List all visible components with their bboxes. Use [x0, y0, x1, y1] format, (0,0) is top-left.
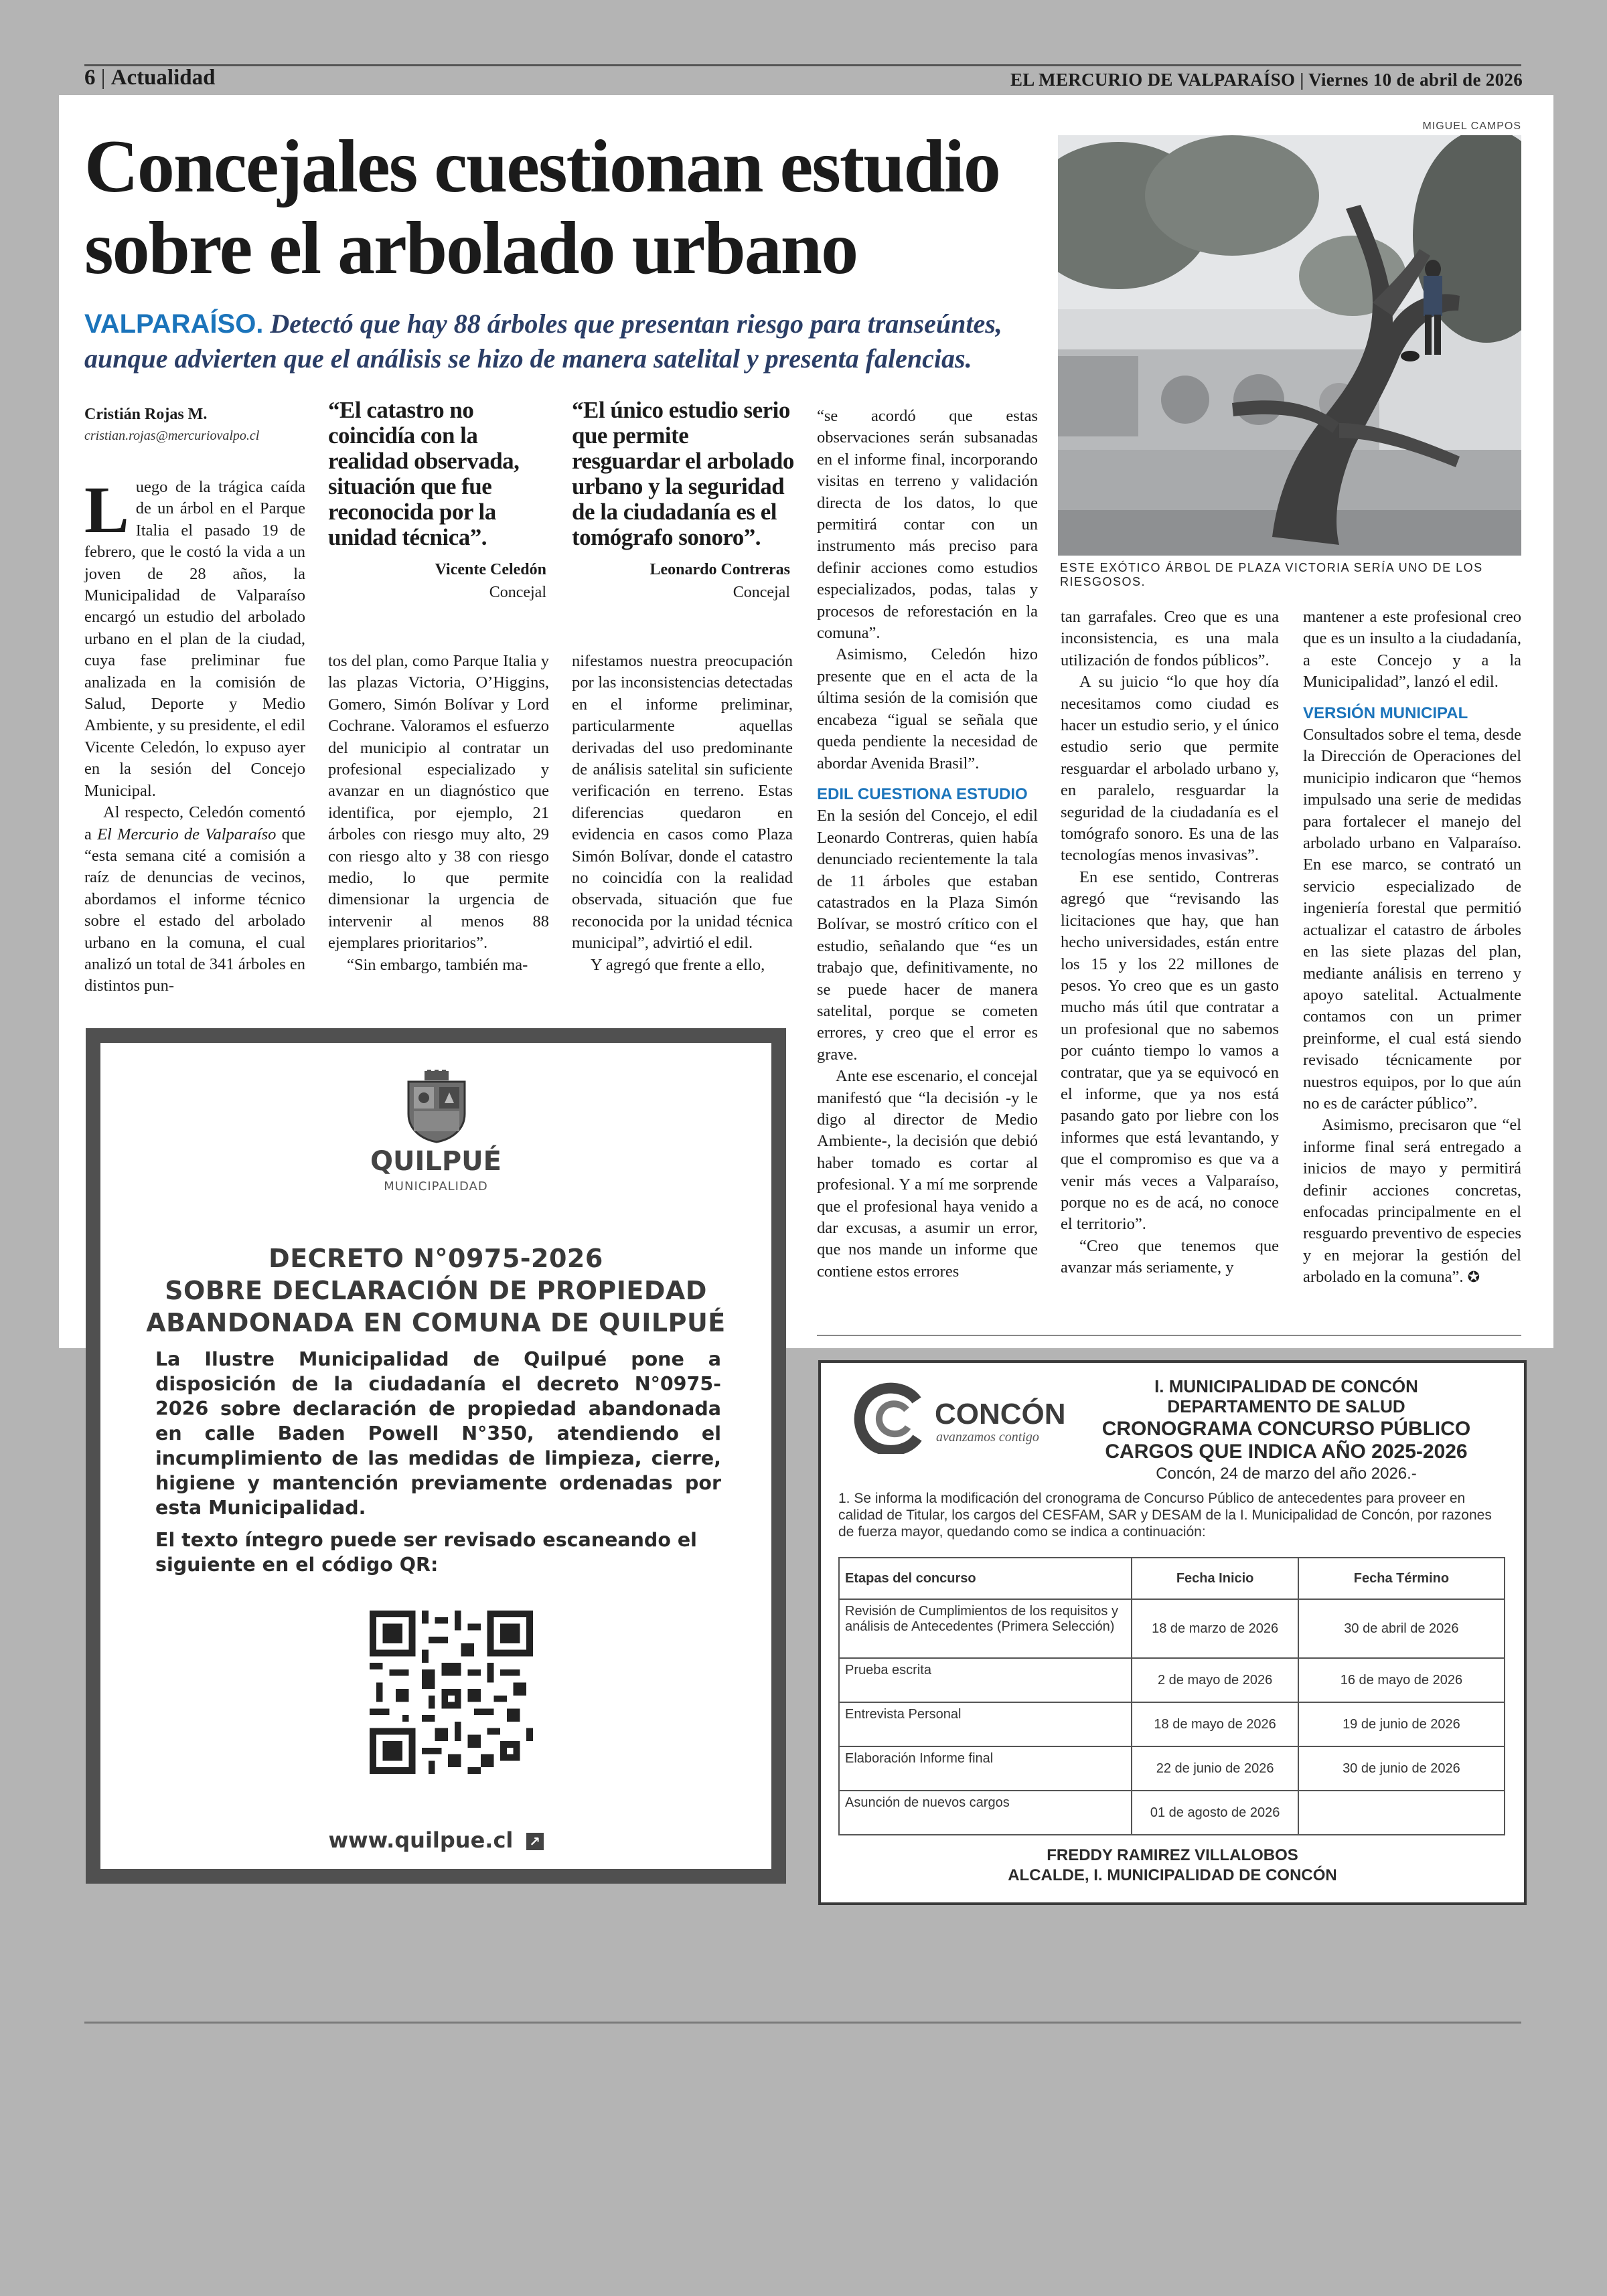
article-paragraph: En la sesión del Concejo, el edil Leonardo Contreras, quien había denunciado recientemente la tala de 11 árboles que estaban catastrados en la Plaza Simón Bolívar, se mostró crítico con el estudio, señalando que “es un trabajo que, definitivamente, no se puede hacer de manera satelital, porque se cometen errores, y creo que el error es grave. — [817, 807, 1038, 1064]
start-date-cell: 01 de agosto de 2026 — [1132, 1791, 1298, 1835]
article-column-5 — [1061, 606, 1279, 1279]
subhead-version-municipal: VERSIÓN MUNICIPAL — [1303, 704, 1468, 722]
top-rule — [84, 64, 1521, 66]
stage-cell: Revisión de Cumplimientos de los requisitos y análisis de Antecedentes (Primera Selección) — [839, 1599, 1132, 1658]
article-paragraph: A su juicio “lo que hoy día necesitamos como ciudad es hacer un estudio serio, y el único estudio serio que permite resguardar el arbolado urbano y, en paralelo, resguardar la seguridad de la ciudadanía es el tomógrafo sonoro. Es una de las tecnologías menos invasivas”. — [1061, 673, 1279, 865]
decree-title — [100, 1242, 771, 1339]
subhead-edil: EDIL CUESTIONA ESTUDIO — [817, 785, 1028, 803]
byline-name: Cristián Rojas M. — [84, 406, 208, 423]
table-header-row — [839, 1558, 1505, 1599]
concon-title-line-3: CRONOGRAMA CONCURSO PÚBLICO — [1101, 1418, 1471, 1440]
article-column-4 — [817, 406, 1038, 1283]
end-date-cell — [1298, 1791, 1505, 1835]
quilpue-coat-of-arms-icon — [404, 1070, 469, 1143]
table-header-cell: Fecha Término — [1298, 1558, 1505, 1599]
signature-name: FREDDY RAMIREZ VILLALOBOS — [1047, 1846, 1298, 1864]
section-name: Actualidad — [110, 66, 216, 90]
external-link-icon: ↗ — [526, 1833, 544, 1850]
dek-text: Detectó que hay 88 árboles que presentan riesgo para transeúntes, aunque advierten que el análisis se hizo de manera satelital y presenta falencias. — [84, 309, 1002, 374]
signature-title: ALCALDE, I. MUNICIPALIDAD DE CONCÓN — [1008, 1866, 1337, 1884]
folio-divider: | — [100, 66, 111, 90]
article-paragraph: Consultados sobre el tema, desde la Dirección de Operaciones del municipio indicaron que “hemos impulsado una serie de medidas para fortalecer el manejo del arbolado urbano en Valparaíso. En ese marco, se contrató un servicio especializado de ingeniería forestal que permitió actualizar el catastro de árboles en las siete plazas del plan, mediante análisis en terreno y apoyo satelital. Actualmente contamos con un primer preinforme, el cual está siendo revisado técnicamente por nuestros equipos, por lo que aún no es de carácter público”. — [1303, 726, 1521, 1113]
end-date-cell: 30 de junio de 2026 — [1298, 1746, 1505, 1791]
masthead: EL MERCURIO DE VALPARAÍSO | Viernes 10 de abril de 2026 — [1010, 70, 1523, 90]
paragraph-text: Al respecto, Celedón comentó a — [84, 803, 305, 843]
stage-cell: Asunción de nuevos cargos — [839, 1791, 1132, 1835]
stage-cell: Entrevista Personal — [839, 1702, 1132, 1746]
end-date-cell: 30 de abril de 2026 — [1298, 1599, 1505, 1658]
headline-line-1: Concejales cuestionan estudio — [84, 125, 1000, 208]
decree-title-line-2: SOBRE DECLARACIÓN DE PROPIEDAD — [165, 1276, 707, 1305]
pull-quote-1: “El catastro no coincidía con la realidad observada, situación que fue reconocida por la unidad técnica”. — [328, 397, 520, 550]
decree-title-line-1: DECRETO N°0975-2026 — [269, 1244, 603, 1273]
end-date-cell: 19 de junio de 2026 — [1298, 1702, 1505, 1746]
bottom-rule — [84, 2022, 1521, 2024]
decree-title-line-3: ABANDONADA EN COMUNA DE QUILPUÉ — [146, 1308, 726, 1337]
article-column-1 — [84, 473, 306, 997]
article-paragraph — [84, 802, 305, 997]
end-mark: ✪ — [1467, 1268, 1480, 1286]
quilpue-ad-body: La Ilustre Municipalidad de Quilpué pone a disposición de la ciudadanía el decreto N°0975-2026 sobre declaración de propiedad abandonada en calle Baden Powell N°350, atendiendo el incumplimiento de las medidas de limpieza, cierre, higiene y mantención previamente ordenadas por esta Municipalidad. — [155, 1348, 721, 1519]
concon-logo-tagline: avanzamos contigo — [936, 1430, 1039, 1445]
article-paragraph: “Creo que tenemos que avanzar más seriamente, y — [1061, 1236, 1279, 1277]
pull-quote-1-name: Vicente Celedón — [435, 561, 546, 578]
tree-photo-illustration — [1058, 135, 1521, 556]
byline-email: cristian.rojas@mercuriovalpo.cl — [84, 428, 260, 443]
quilpue-logo-sub: MUNICIPALIDAD — [384, 1179, 488, 1194]
concon-title-line-4: CARGOS QUE INDICA AÑO 2025-2026 — [1105, 1441, 1468, 1463]
qr-code[interactable] — [370, 1611, 533, 1774]
paragraph-text: uego de la trágica caída de un árbol en el Parque Italia el pasado 19 de febrero, que le costó la vida a un joven de 28 años, la Municipalidad de Valparaíso encargó un estudio del arbolado urbano en el plan de la ciudad, cuya fase preliminar fue analizada en la comisión de Salud, Deporte y Medio Ambiente, y su presidente, el edil Vicente Celedón, lo expuso ayer en la sesión del Concejo Municipal. — [84, 478, 305, 800]
article-paragraph: “Sin embargo, también ma- — [347, 955, 528, 974]
article-paragraph — [84, 473, 305, 802]
article-paragraph: tan garrafales. Creo que es una inconsistencia, es una mala utilización de fondos públicos”. — [1061, 608, 1279, 669]
concon-advertisement — [818, 1360, 1527, 1905]
article-paragraph: En ese sentido, Contreras agregó que “revisando las licitaciones que hay, que han hecho universidades, están entre los 15 y los 22 millones de pesos. Yo creo que es un gasto mucho más útil que contratar a un profesional que no sabemos por cuánto tiempo lo vamos a contratar, que ya se equivocó en el informe, que ya nos está pasando gato por liebre con los informes que está levantando, y que el compromiso es que va a venir más veces a Valparaíso, porque no es de acá, no conoce el territorio”. — [1061, 868, 1279, 1234]
headline-line-2: sobre el arbolado urbano — [84, 207, 858, 290]
concon-date-line: Concón, 24 de marzo del año 2026.- — [1156, 1465, 1417, 1483]
article-paragraph — [1303, 1115, 1521, 1288]
table-row — [839, 1702, 1505, 1746]
table-header-cell: Fecha Inicio — [1132, 1558, 1298, 1599]
article-paragraph: tos del plan, como Parque Italia y las plazas Victoria, O’Higgins, Gomero, Simón Bolívar y Lord Cochrane. Valoramos el esfuerzo del municipio al contratar un profesional especializado y avanzar en un diagnóstico que identifica, por ejemplo, 21 árboles con riesgo muy alto, 29 con riesgo alto y 38 con riesgo medio, lo que permite dimensionar la urgencia de intervenir al menos 88 ejemplares prioritarios”. — [328, 652, 549, 953]
stage-cell: Elaboración Informe final — [839, 1746, 1132, 1791]
page-number: 6 — [84, 66, 96, 90]
quilpue-ad-content — [100, 1043, 771, 1869]
article-paragraph: mantener a este profesional creo que es un insulto a la ciudadanía, a este Concejo y a la Municipalidad”, lanzó el edil. — [1303, 608, 1521, 691]
start-date-cell: 2 de mayo de 2026 — [1132, 1658, 1298, 1702]
headline — [84, 126, 1042, 289]
schedule-table — [838, 1557, 1505, 1835]
pull-quote-2: “El único estudio serio que permite resguardar el arbolado urbano y la seguridad de la ciudadanía es el tomógrafo sonoro”. — [572, 397, 794, 550]
article-paragraph: nifestamos nuestra preocupación por las inconsistencias detectadas en el informe preliminar, particularmente aquellas derivadas del uso predominante de análisis satelital sin suficiente verificación en terreno. Estas diferencias quedaron en evidencia en casos como Plaza Simón Bolívar, donde el catastro no coincidía con la realidad observada, situación que fue reconocida por la unidad técnica municipal”, advirtió el edil. — [572, 652, 793, 953]
article-paragraph: “se acordó que estas observaciones serán subsanadas en el informe final, incorporando visitas en terreno y validación directa de los datos, lo que permitirá contar con un instrumento más preciso para definir acciones como estudios especializados, podas, talas y procesos de reforestación en la comuna”. — [817, 407, 1038, 643]
quilpue-ad-qr-instructions: El texto íntegro puede ser revisado escaneando el siguiente en el código QR: — [155, 1529, 697, 1576]
concon-intro-text: 1. Se informa la modificación del cronograma de Concurso Público de antecedentes para proveer en calidad de Titular, los cargos del CESFAM, SAR y DESAM de la I. Municipalidad de Concón, por razones de fuerza mayor, quedando como se indica a continuación: — [838, 1491, 1492, 1540]
page-folio — [84, 66, 215, 90]
dek-place: VALPARAÍSO. — [84, 309, 264, 339]
quilpue-website-link[interactable] — [100, 1827, 771, 1853]
newspaper-name: El Mercurio de Valparaíso — [97, 825, 277, 843]
stage-cell: Prueba escrita — [839, 1658, 1132, 1702]
concon-logo-icon — [853, 1380, 927, 1454]
article-paragraph: Asimismo, Celedón hizo presente que en el acta de la última sesión de la comisión que encabeza “igual se señala que queda pendiente la necesidad de abordar Avenida Brasil”. — [817, 645, 1038, 772]
quilpue-advertisement — [86, 1028, 786, 1884]
pull-quote-2-name: Leonardo Contreras — [649, 561, 790, 578]
quilpue-logo-name: QUILPUÉ — [370, 1146, 502, 1177]
article-column-3 — [572, 651, 793, 976]
start-date-cell: 18 de marzo de 2026 — [1132, 1599, 1298, 1658]
start-date-cell: 22 de junio de 2026 — [1132, 1746, 1298, 1791]
section-rule — [817, 1335, 1521, 1336]
concon-title-line-1: I. MUNICIPALIDAD DE CONCÓN — [1154, 1376, 1418, 1396]
table-row — [839, 1791, 1505, 1835]
article-photo — [1058, 135, 1521, 556]
article-paragraph: Y agregó que frente a ello, — [591, 955, 765, 974]
table-header-cell: Etapas del concurso — [839, 1558, 1132, 1599]
concon-title-line-2: DEPARTAMENTO DE SALUD — [1167, 1396, 1405, 1416]
photo-caption: ESTE EXÓTICO ÁRBOL DE PLAZA VICTORIA SERÍA UNO DE LOS RIESGOSOS. — [1060, 561, 1483, 588]
end-date-cell: 16 de mayo de 2026 — [1298, 1658, 1505, 1702]
concon-logo-name: CONCÓN — [935, 1398, 1066, 1430]
pull-quote-1-role: Concejal — [489, 584, 546, 601]
drop-cap: L — [84, 473, 129, 547]
article-column-2 — [328, 651, 549, 976]
paragraph-text: Asimismo, precisaron que “el informe final será entregado a inicios de mayo y permitirá definir acciones concretas, enfocadas principalmente en el resguardo preventivo de especies y en mejorar la gestión del arbolado en la comuna”. — [1303, 1116, 1521, 1287]
start-date-cell: 18 de mayo de 2026 — [1132, 1702, 1298, 1746]
paragraph-text: que “esta semana cité a comisión a raíz de denuncias de vecinos, abordamos el informe técnico sobre el estado del arbolado urbano en la comuna, el cual analizó un total de 341 árboles en distintos pun- — [84, 825, 306, 995]
website-text[interactable]: www.quilpue.cl — [328, 1827, 514, 1853]
table-row — [839, 1746, 1505, 1791]
article-paragraph: Ante ese escenario, el concejal manifestó que “la decisión -y le digo al director de Medio Ambiente-, la decisión que debió haber tomado es cortar al profesional. Y a mí me sorprende que el profesional haya venido a dar excusas, a asumir un error, que nos mande un informe que contiene estos errores — [817, 1067, 1038, 1281]
photo-credit: MIGUEL CAMPOS — [1422, 120, 1521, 132]
table-row — [839, 1599, 1505, 1658]
article-column-6 — [1303, 606, 1521, 1289]
pull-quote-2-role: Concejal — [733, 584, 790, 601]
dek — [84, 307, 1049, 376]
table-row — [839, 1658, 1505, 1702]
